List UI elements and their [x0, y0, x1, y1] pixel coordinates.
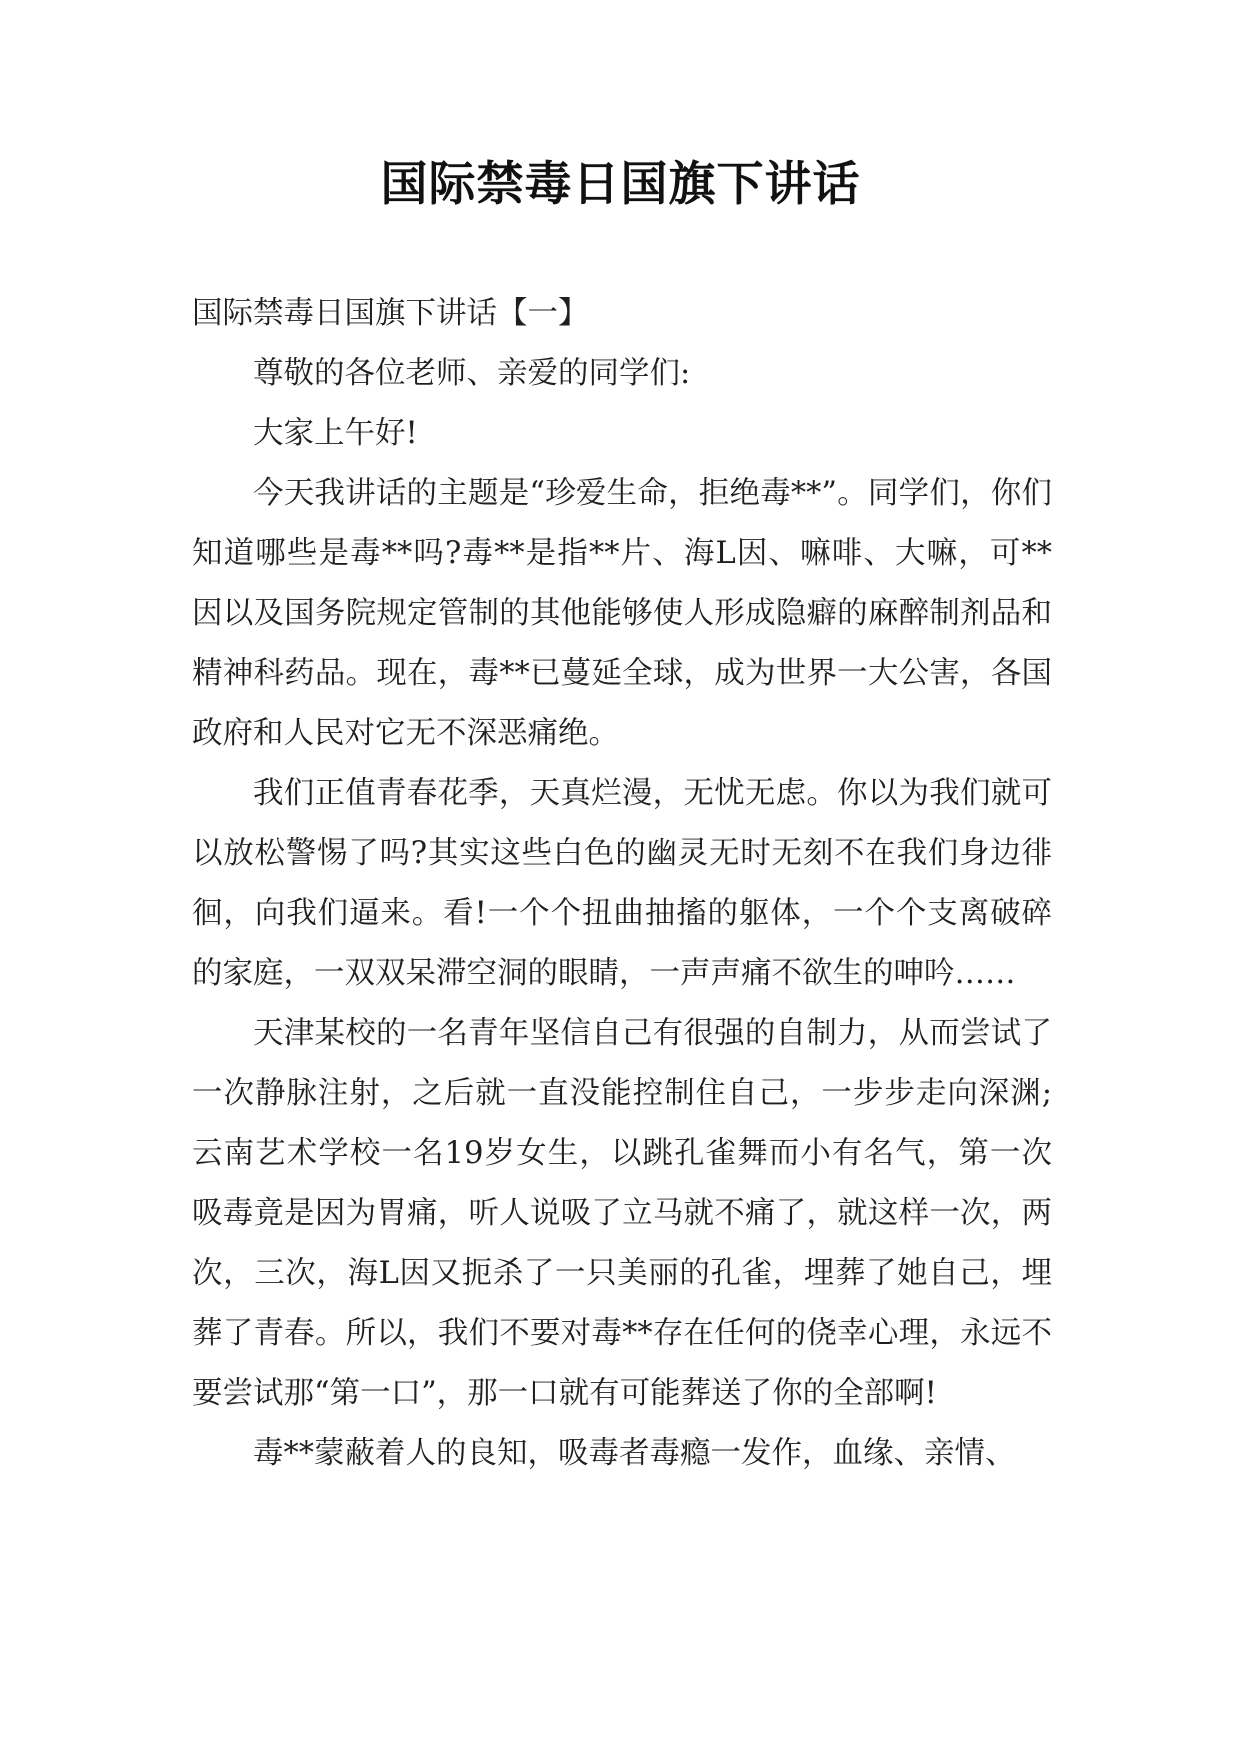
body-paragraph: 我们正值青春花季，天真烂漫，无忧无虑。你以为我们就可以放松警惕了吗?其实这些白色的幽灵无时无刻不在我们身边徘徊，向我们逼来。看!一个个扭曲抽搐的躯体，一个个支离破碎的家庭，一双双呆滞空洞的眼睛，一声声痛不欲生的呻吟…… — [192, 776, 1052, 991]
document-body — [192, 284, 1052, 1484]
greeting-paragraph: 大家上午好! — [253, 416, 418, 451]
section-heading: 国际禁毒日国旗下讲话【一】 — [192, 296, 589, 331]
body-paragraph: 今天我讲话的主题是“珍爱生命，拒绝毒**”。同学们，你们知道哪些是毒**吗?毒**是指**片、海L因、嘛啡、大嘛，可**因以及国务院规定管制的其他能够使人形成隐癖的麻醉制剂品和精神科药品。现在，毒**已蔓延全球，成为世界一大公害，各国政府和人民对它无不深恶痛绝。 — [192, 476, 1052, 751]
body-paragraph: 天津某校的一名青年坚信自己有很强的自制力，从而尝试了一次静脉注射，之后就一直没能控制住自己，一步步走向深渊;云南艺术学校一名19岁女生，以跳孔雀舞而小有名气，第一次吸毒竟是因为胃痛，听人说吸了立马就不痛了，就这样一次，两次，三次，海L因又扼杀了一只美丽的孔雀，埋葬了她自己，埋葬了青春。所以，我们不要对毒**存在任何的侥幸心理，永远不要尝试那“第一口”，那一口就有可能葬送了你的全部啊! — [192, 1016, 1052, 1411]
salutation-paragraph: 尊敬的各位老师、亲爱的同学们: — [253, 356, 691, 391]
document-title: 国际禁毒日国旗下讲话 — [380, 157, 861, 212]
body-paragraph: 毒**蒙蔽着人的良知，吸毒者毒瘾一发作，血缘、亲情、 — [253, 1436, 1016, 1471]
